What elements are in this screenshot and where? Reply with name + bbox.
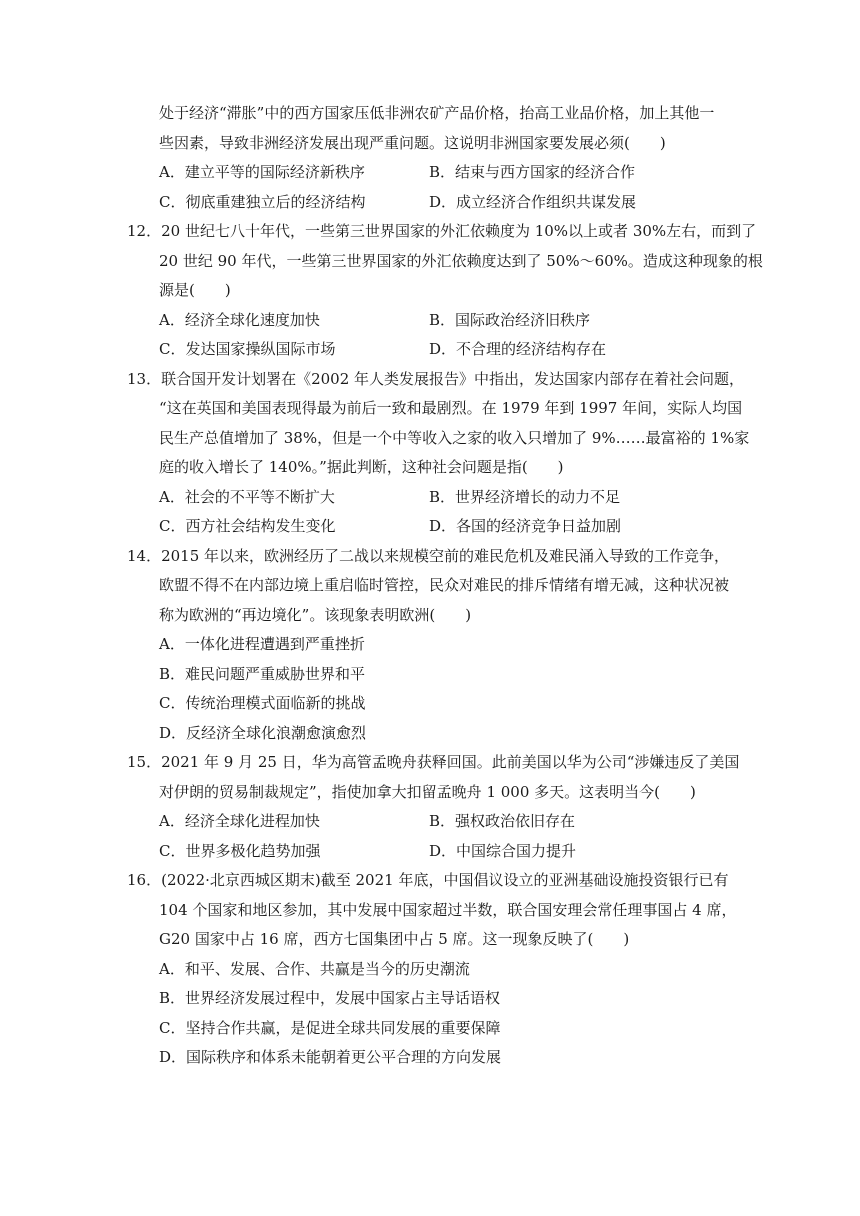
question-13-options-row bbox=[159, 512, 745, 542]
question-11-option-d[interactable]: D．成立经济合作组织共谋发展 bbox=[429, 192, 637, 211]
question-11-stem-line: 处于经济“滞胀”中的西方国家压低非洲农矿产品价格，抬高工业品价格，加上其他一 bbox=[159, 104, 715, 122]
question-15-option-d[interactable]: D．中国综合国力提升 bbox=[429, 841, 577, 860]
question-14-stem-line: 14．2015 年以来，欧洲经历了二战以来规模空前的难民危机及难民涌入导致的工作竞争， bbox=[127, 546, 730, 565]
question-11-option-c[interactable]: C．彻底重建独立后的经济结构 bbox=[159, 192, 366, 211]
question-13-options-row bbox=[159, 483, 745, 513]
question-15-stem-line: 15．2021 年 9 月 25 日，华为高管孟晚舟获释回国。此前美国以华为公司“涉嫌违反了美国 bbox=[127, 753, 740, 771]
question-12-options-row bbox=[159, 306, 745, 336]
question-11-option-b[interactable]: B．结束与西方国家的经济合作 bbox=[429, 163, 636, 181]
question-12-option-c[interactable]: C．发达国家操纵国际市场 bbox=[159, 340, 336, 358]
question-13-option-d[interactable]: D．各国的经济竞争日益加剧 bbox=[429, 517, 622, 535]
question-12-stem-line: 源是( ) bbox=[159, 281, 231, 299]
question-14-stem-line: 称为欧洲的“再边境化”。该现象表明欧洲( ) bbox=[159, 605, 472, 624]
question-14-option-d[interactable]: D．反经济全球化浪潮愈演愈烈 bbox=[159, 723, 367, 742]
question-16 bbox=[127, 866, 745, 955]
question-15-options-row bbox=[159, 837, 745, 867]
question-14-option-b[interactable]: B．难民问题严重威胁世界和平 bbox=[159, 664, 366, 683]
question-13-stem-line: 民生产总值增加了 38%，但是一个中等收入之家的收入只增加了 9%……最富裕的 1%家 bbox=[159, 428, 750, 447]
question-13-stem-line: 庭的收入增长了 140%。”据此判断，这种社会问题是指( ) bbox=[159, 458, 564, 476]
question-16-option-a[interactable]: A．和平、发展、合作、共赢是当今的历史潮流 bbox=[159, 959, 470, 978]
question-16-option-b[interactable]: B．世界经济发展过程中，发展中国家占主导话语权 bbox=[159, 989, 501, 1007]
question-16-option-c[interactable]: C．坚持合作共赢，是促进全球共同发展的重要保障 bbox=[159, 1018, 501, 1037]
question-15-option-c[interactable]: C．世界多极化趋势加强 bbox=[159, 841, 321, 860]
question-13 bbox=[127, 365, 750, 483]
question-12-stem-line: 20 世纪 90 年代，一些第三世界国家的外汇依赖度达到了 50%～60%。造成这种现象的根 bbox=[159, 251, 763, 270]
question-15-option-b[interactable]: B．强权政治依旧存在 bbox=[429, 812, 576, 830]
question-11-stem-line: 些因素，导致非洲经济发展出现严重问题。这说明非洲国家要发展必须( ) bbox=[159, 133, 666, 152]
question-15-options-row bbox=[159, 807, 745, 837]
question-12-option-d[interactable]: D．不合理的经济结构存在 bbox=[429, 340, 607, 358]
question-12-stem-line: 12．20 世纪七八十年代，一些第三世界国家的外汇依赖度为 10%以上或者 30%左右，而到了 bbox=[127, 222, 757, 240]
question-16-stem-line: 104 个国家和地区参加，其中发展中国家超过半数，联合国安理会常任理事国占 4 席， bbox=[159, 900, 737, 919]
question-12-option-b[interactable]: B．国际政治经济旧秩序 bbox=[429, 310, 591, 329]
question-13-option-b[interactable]: B．世界经济增长的动力不足 bbox=[429, 487, 621, 506]
question-13-stem-line: “这在英国和美国表现得最为前后一致和最剧烈。在 1979 年到 1997 年间，实际人均国 bbox=[159, 399, 743, 417]
question-15 bbox=[127, 748, 745, 807]
question-16-stem-line: 16．(2022·北京西城区期末)截至 2021 年底，中国倡议设立的亚洲基础设施投资银行已有 bbox=[127, 871, 729, 889]
question-13-stem-line: 13．联合国开发计划署在《2002 年人类发展报告》中指出，发达国家内部存在着社会问题， bbox=[127, 369, 745, 388]
question-11 bbox=[159, 99, 745, 158]
question-15-option-a[interactable]: A．经济全球化进程加快 bbox=[159, 812, 320, 830]
question-12 bbox=[127, 217, 763, 306]
question-15-stem-line: 对伊朗的贸易制裁规定”，指使加拿大扣留孟晚舟 1 000 多天。这表明当今( ) bbox=[159, 782, 696, 801]
question-13-option-a[interactable]: A．社会的不平等不断扩大 bbox=[159, 487, 335, 506]
question-16-stem-line: G20 国家中占 16 席，西方七国集团中占 5 席。这一现象反映了( ) bbox=[159, 930, 630, 948]
question-12-options-row bbox=[159, 335, 745, 365]
question-14-stem-line: 欧盟不得不在内部边境上重启临时管控，民众对难民的排斥情绪有增无减，这种状况被 bbox=[159, 576, 730, 594]
question-16-option-d[interactable]: D．国际秩序和体系未能朝着更公平合理的方向发展 bbox=[159, 1048, 502, 1066]
question-11-options-row bbox=[159, 158, 745, 188]
question-11-options-row bbox=[159, 188, 745, 218]
question-12-option-a[interactable]: A．经济全球化速度加快 bbox=[159, 310, 320, 329]
question-14 bbox=[127, 542, 745, 631]
question-14-option-a[interactable]: A．一体化进程遭遇到严重挫折 bbox=[159, 635, 365, 653]
question-14-option-c[interactable]: C．传统治理模式面临新的挑战 bbox=[159, 694, 366, 712]
question-11-option-a[interactable]: A．建立平等的国际经济新秩序 bbox=[159, 163, 365, 181]
question-13-option-c[interactable]: C．西方社会结构发生变化 bbox=[159, 517, 336, 535]
